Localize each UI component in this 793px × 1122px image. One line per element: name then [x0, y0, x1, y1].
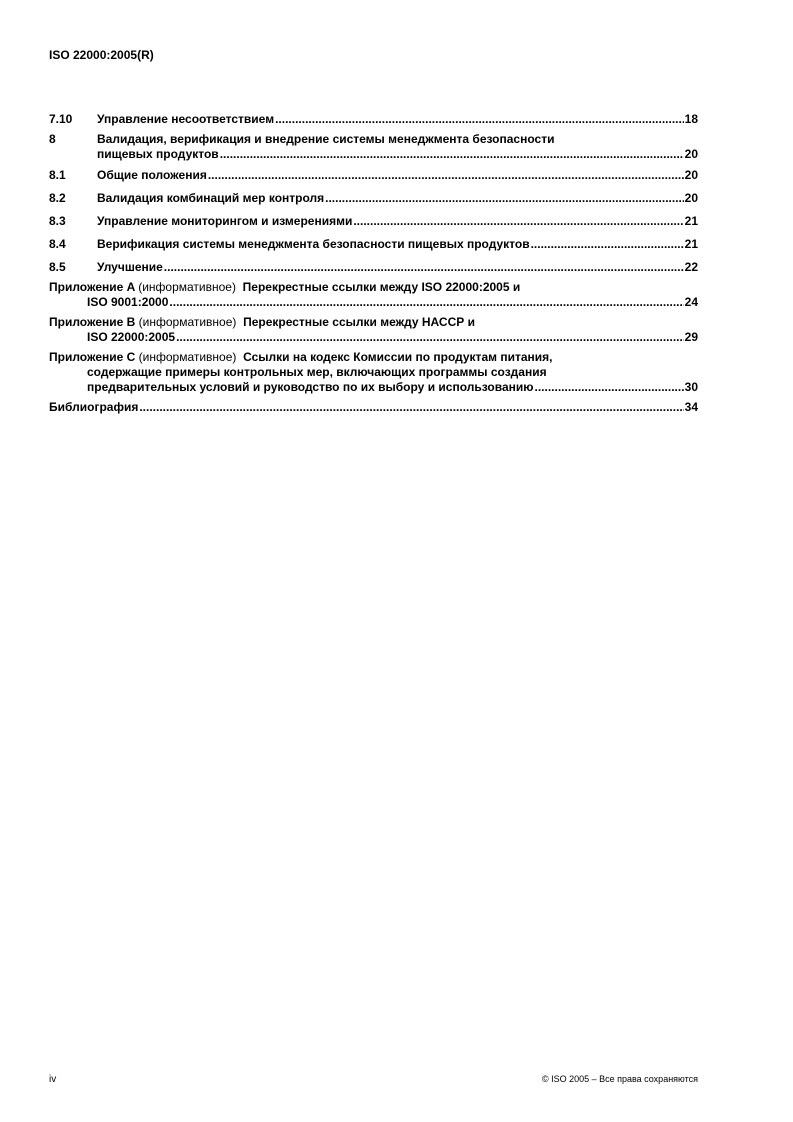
toc-page: 18 [684, 112, 698, 126]
toc-entry-8-4[interactable] [49, 237, 698, 252]
toc-page: 24 [684, 295, 698, 309]
toc-title: Управление мониторингом и измерениями [97, 214, 353, 228]
leader-dots [275, 112, 684, 127]
toc-entry-8-2[interactable] [49, 191, 698, 206]
toc-title: Верификация системы менеджмента безопасности пищевых продуктов [97, 237, 530, 251]
toc-title-line1: Валидация, верификация и внедрение системы менеджмента безопасности [97, 132, 555, 146]
toc-number: 8.3 [49, 214, 66, 228]
annex-label: Приложение A [49, 280, 135, 294]
toc-entry-annex-a[interactable] [49, 280, 698, 310]
annex-title-line1: Перекрестные ссылки между ISO 22000:2005 и [242, 280, 521, 294]
toc-entry-8[interactable] [49, 132, 698, 162]
toc-page: 21 [684, 214, 698, 228]
toc-title-line2: пищевых продуктов [97, 147, 219, 161]
toc-page: 20 [684, 168, 698, 182]
toc-title: Улучшение [97, 260, 163, 274]
toc-page: 20 [684, 191, 698, 205]
toc-title: Валидация комбинаций мер контроля [97, 191, 325, 205]
toc-entry-annex-c[interactable] [49, 350, 698, 395]
toc-entry-bibliography[interactable] [49, 400, 698, 415]
toc-entry-7-10[interactable] [49, 112, 698, 127]
annex-title-line2: ISO 22000:2005 [87, 330, 176, 344]
toc-number: 8 [49, 132, 56, 146]
toc-page: 34 [684, 400, 698, 414]
annex-label: Приложение C [49, 350, 136, 364]
toc-number: 8.5 [49, 260, 66, 274]
footer-copyright: © ISO 2005 – Все права сохраняются [541, 1074, 698, 1084]
annex-title-line3: предварительных условий и руководство по их выбору и использованию [87, 380, 534, 394]
annex-title-line1: Перекрестные ссылки между НАССР и [243, 315, 475, 329]
annex-title-line2: содержащие примеры контрольных мер, включающих программы создания [87, 365, 547, 379]
toc-number: 8.4 [49, 237, 66, 251]
toc-title: Управление несоответствием [97, 112, 275, 126]
toc-entry-8-5[interactable] [49, 260, 698, 275]
leader-dots [176, 330, 684, 345]
leader-dots [220, 147, 684, 162]
toc-number: 8.2 [49, 191, 66, 205]
toc-page: 30 [684, 380, 698, 394]
toc-page: 21 [684, 237, 698, 251]
toc-page: 22 [684, 260, 698, 274]
leader-dots [208, 168, 684, 183]
toc-entry-annex-b[interactable] [49, 315, 698, 345]
toc-entry-8-1[interactable] [49, 168, 698, 183]
leader-dots [139, 400, 683, 415]
toc-page: 29 [684, 330, 698, 344]
annex-label: Приложение B [49, 315, 136, 329]
toc-title: Общие положения [97, 168, 207, 182]
toc-page: 20 [684, 147, 698, 161]
annex-title-line1: Ссылки на кодекс Комиссии по продуктам питания, [243, 350, 553, 364]
annex-title-line2: ISO 9001:2000 [87, 295, 169, 309]
leader-dots [531, 237, 684, 252]
table-of-contents [49, 112, 698, 415]
toc-entry-8-3[interactable] [49, 214, 698, 229]
toc-number: 7.10 [49, 112, 73, 126]
leader-dots [169, 295, 683, 310]
footer-page-number: iv [49, 1074, 57, 1085]
annex-kind: (информативное) [138, 315, 237, 329]
leader-dots [353, 214, 683, 229]
annex-kind: (информативное) [138, 280, 236, 294]
leader-dots [164, 260, 684, 275]
annex-kind: (информативное) [138, 350, 237, 364]
document-header: ISO 22000:2005(R) [49, 48, 154, 62]
toc-title: Библиография [49, 400, 139, 414]
leader-dots [535, 380, 684, 395]
leader-dots [325, 191, 684, 206]
toc-number: 8.1 [49, 168, 66, 182]
